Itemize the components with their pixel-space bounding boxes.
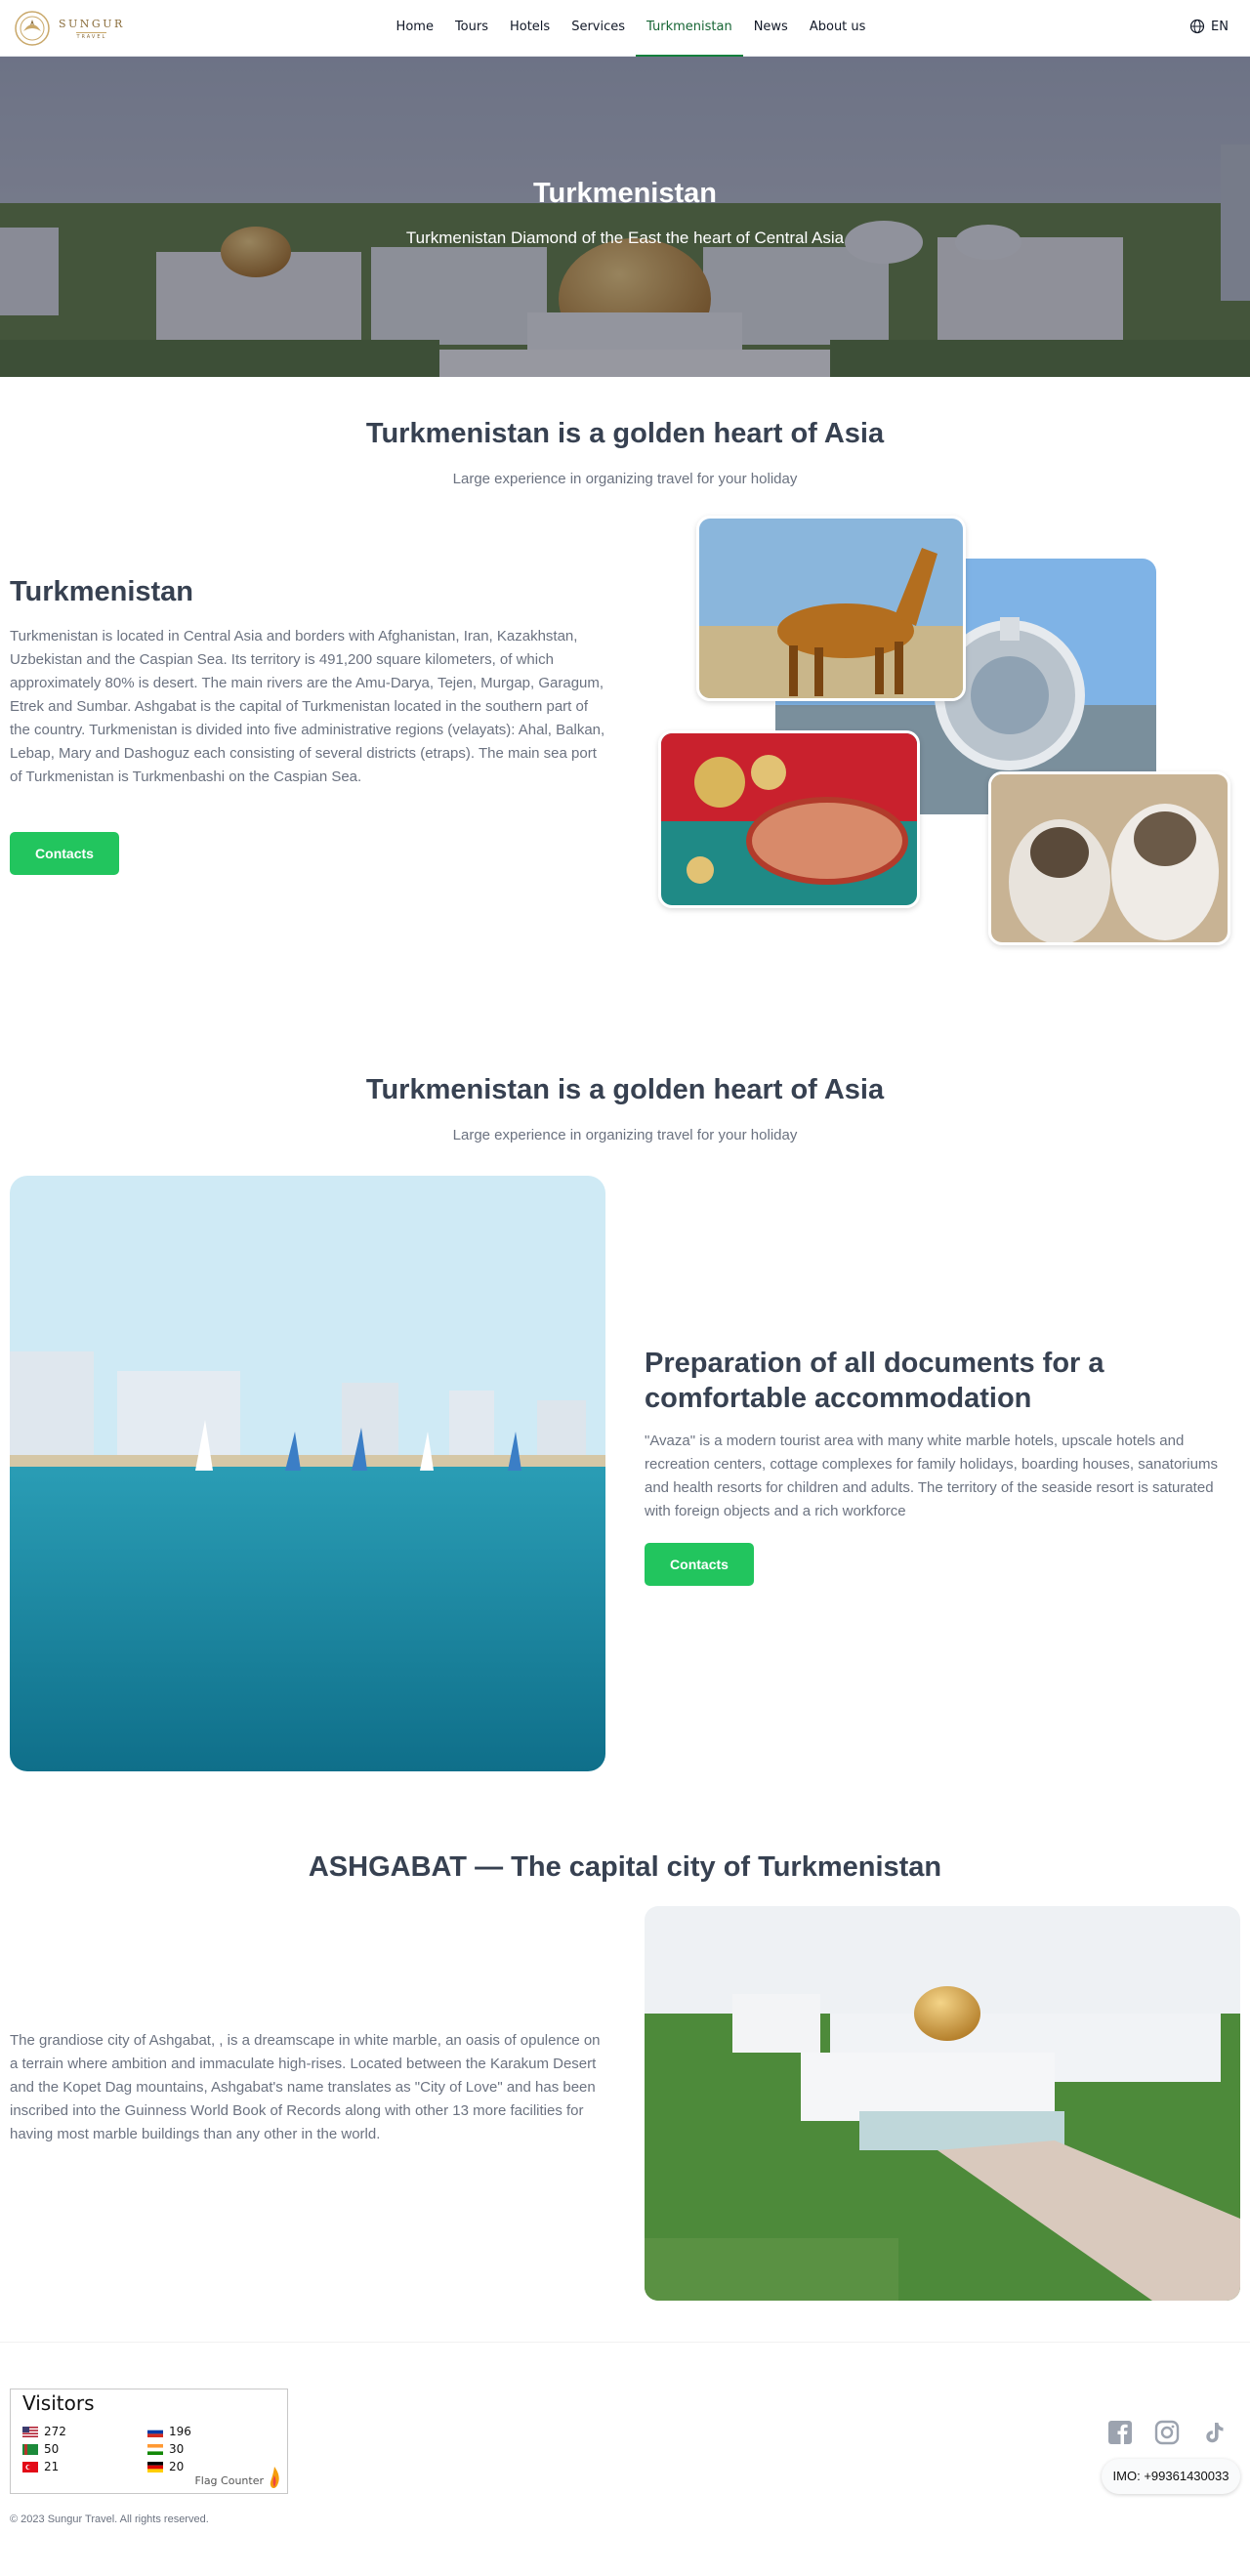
section2-body: "Avaza" is a modern tourist area with many white marble hotels, upscale hotels and recreation centers, cottage complexes for family holidays, boarding houses, sanatoriums and health resorts for children and adults. The territory of the seaside resort is saturated with foreign objects and a rich workforce bbox=[645, 1433, 1218, 1519]
visitor-row-tm bbox=[22, 2442, 59, 2456]
visitor-row-ru bbox=[147, 2425, 191, 2438]
footer-divider bbox=[0, 2342, 1250, 2343]
nav-menu bbox=[386, 0, 877, 57]
section1-subtitle: Large experience in organizing travel for your holiday bbox=[452, 471, 798, 487]
nav-about-us[interactable]: About us bbox=[809, 20, 866, 34]
tm-flag-icon bbox=[22, 2444, 38, 2455]
section2-subtitle: Large experience in organizing travel for your holiday bbox=[452, 1127, 798, 1143]
section1-title: Turkmenistan is a golden heart of Asia bbox=[365, 418, 885, 449]
ashgabat-palace-photo bbox=[645, 1906, 1240, 2301]
visitor-count: 20 bbox=[169, 2460, 185, 2473]
section3-title: ASHGABAT — The capital city of Turkmenistan bbox=[308, 1851, 942, 1883]
ru-flag-icon bbox=[147, 2427, 163, 2437]
visitor-row-us bbox=[22, 2425, 66, 2438]
avaza-seaside-photo bbox=[10, 1176, 605, 1771]
instagram-icon[interactable] bbox=[1154, 2420, 1180, 2445]
us-flag-icon bbox=[22, 2427, 38, 2437]
visitors-title: Visitors bbox=[22, 2391, 95, 2415]
nav-tours[interactable]: Tours bbox=[454, 20, 488, 34]
visitor-count: 196 bbox=[169, 2425, 191, 2438]
visitor-count: 272 bbox=[44, 2425, 66, 2438]
nav-turkmenistan[interactable]: Turkmenistan bbox=[636, 0, 743, 57]
visitor-row-in bbox=[147, 2442, 184, 2456]
tiktok-icon[interactable] bbox=[1201, 2420, 1227, 2445]
language-switcher[interactable] bbox=[1189, 19, 1229, 34]
copyright: © 2023 Sungur Travel. All rights reserved. bbox=[10, 2514, 209, 2525]
brand-name: SUNGUR bbox=[59, 17, 125, 30]
section1-heading: Turkmenistan bbox=[10, 576, 194, 607]
flag-counter-label: Flag Counter bbox=[194, 2474, 264, 2487]
visitor-count: 21 bbox=[44, 2460, 60, 2473]
main-nav bbox=[0, 0, 1250, 57]
akhal-teke-horse-photo bbox=[696, 516, 966, 701]
flag-counter-widget[interactable] bbox=[10, 2389, 288, 2494]
visitor-row-tr bbox=[22, 2460, 59, 2473]
section3-body: The grandiose city of Ashgabat, , is a dreamscape in white marble, an oasis of opulence on a terrain where ambition and immaculate high-rises. Located between the Karakum Desert and the Kopet Dag mountains, Ashgabat's name translates as "City of Love" and has been inscribed into the Guinness World Book of Records along with other 13 more facilities for having most marble buildings than any other in the world. bbox=[10, 2032, 601, 2142]
language-label: EN bbox=[1211, 19, 1229, 34]
hero-subtitle: Turkmenistan Diamond of the East the heart of Central Asia bbox=[405, 229, 845, 247]
visitor-row-de bbox=[147, 2460, 184, 2473]
section2-heading: Preparation of all documents for a comfortable accommodation bbox=[645, 1348, 1104, 1414]
in-flag-icon bbox=[147, 2444, 163, 2455]
de-flag-icon bbox=[147, 2462, 163, 2472]
section2-contacts-button[interactable]: Contacts bbox=[645, 1543, 754, 1586]
navbar bbox=[0, 0, 1250, 57]
nav-hotels[interactable]: Hotels bbox=[509, 20, 551, 34]
hero-title: Turkmenistan bbox=[532, 178, 717, 209]
brand-tagline: TRAVEL bbox=[76, 33, 107, 40]
imo-contact[interactable]: IMO: +99361430033 bbox=[1102, 2459, 1240, 2494]
section1-contacts-button[interactable]: Contacts bbox=[10, 832, 119, 875]
section1-body: Turkmenistan is located in Central Asia and borders with Afghanistan, Iran, Kazakhstan, Uzbekistan and the Caspian Sea. Its territory is 491,200 square kilometers, of which approximately 80% is desert. The main rivers are the Amu-Darya, Tejen, Murgap, Garagum, Etrek and Sumbar. Ashgabat is the capital of Turkmenistan located in the southern part of the country. Turkmenistan is divided into five administrative regions (velayats): Ahal, Balkan, Lebap, Mary and Dashoguz each consisting of several districts (etraps). The main sea port of Turkmenistan is Turkmenbashi on the Caspian Sea. bbox=[10, 628, 605, 785]
facebook-icon[interactable] bbox=[1107, 2420, 1133, 2445]
globe-icon bbox=[1189, 19, 1205, 34]
tr-flag-icon bbox=[22, 2462, 38, 2472]
visitor-count: 50 bbox=[44, 2442, 60, 2456]
nav-news[interactable]: News bbox=[753, 20, 788, 34]
visitor-count: 30 bbox=[169, 2442, 185, 2456]
flame-icon bbox=[268, 2466, 281, 2491]
nav-home[interactable]: Home bbox=[396, 20, 434, 34]
turkmen-jewelry-photo bbox=[658, 730, 920, 908]
alabai-puppies-photo bbox=[988, 771, 1230, 945]
section2-title: Turkmenistan is a golden heart of Asia bbox=[365, 1074, 885, 1105]
nav-services[interactable]: Services bbox=[571, 20, 626, 34]
social-links bbox=[1107, 2420, 1227, 2445]
hero-overlay bbox=[0, 57, 1250, 377]
hero-banner bbox=[0, 57, 1250, 377]
